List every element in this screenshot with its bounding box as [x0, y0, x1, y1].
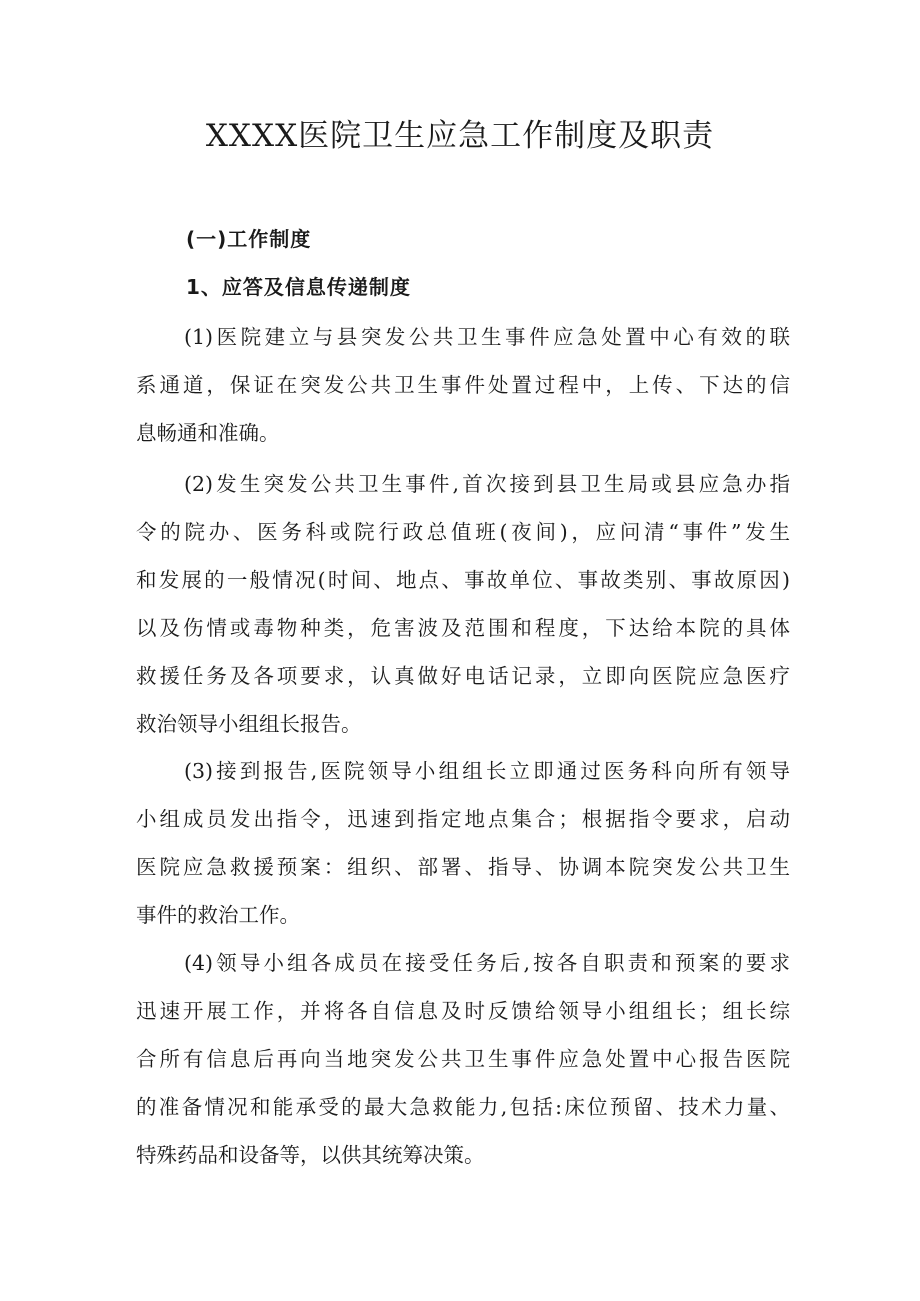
- paragraph-1: [136, 313, 790, 457]
- paragraph-line: 和发展的一般情况(时间、地点、事故单位、事故类别、事故原因): [136, 568, 790, 592]
- paragraph-line: 以及伤情或毒物种类，危害波及范围和程度，下达给本院的具体: [136, 616, 790, 640]
- paragraph-line: (2)发生突发公共卫生事件,首次接到县卫生局或县应急办指: [184, 472, 790, 496]
- paragraph-line: 医院应急救援预案：组织、部署、指导、协调本院突发公共卫生: [136, 855, 790, 879]
- paragraph-line: 救援任务及各项要求，认真做好电话记录，立即向医院应急医疗: [136, 664, 790, 688]
- paragraph-line: (3)接到报告,医院领导小组组长立即通过医务科向所有领导: [184, 759, 790, 783]
- paragraph-3: [136, 747, 790, 939]
- paragraph-line: (1)医院建立与县突发公共卫生事件应急处置中心有效的联: [184, 325, 790, 349]
- section-heading: (一)工作制度: [186, 227, 312, 251]
- paragraph-4: [136, 939, 790, 1179]
- paragraph-line: 息畅通和准确。: [136, 421, 280, 445]
- paragraph-line: 令的院办、医务科或院行政总值班(夜间)，应问清“事件”发生: [136, 520, 790, 544]
- paragraph-line: 救治领导小组组长报告。: [136, 712, 362, 736]
- paragraph-line: 特殊药品和设备等，以供其统筹决策。: [136, 1143, 485, 1167]
- paragraph-line: (4)领导小组各成员在接受任务后,按各自职责和预案的要求: [184, 951, 790, 975]
- paragraph-line: 合所有信息后再向当地突发公共卫生事件应急处置中心报告医院: [136, 1047, 790, 1071]
- paragraph-line: 迅速开展工作，并将各自信息及时反馈给领导小组组长；组长综: [136, 999, 790, 1023]
- paragraph-line: 系通道，保证在突发公共卫生事件处置过程中，上传、下达的信: [136, 373, 790, 397]
- paragraph-2: [136, 460, 790, 748]
- paragraph-line: 小组成员发出指令，迅速到指定地点集合；根据指令要求，启动: [136, 807, 790, 831]
- document-title: XXXX医院卫生应急工作制度及职责: [205, 118, 715, 154]
- paragraph-line: 事件的救治工作。: [136, 903, 300, 927]
- subsection-heading: 1、应答及信息传递制度: [186, 275, 411, 299]
- paragraph-line: 的准备情况和能承受的最大急救能力,包括:床位预留、技术力量、: [136, 1095, 790, 1119]
